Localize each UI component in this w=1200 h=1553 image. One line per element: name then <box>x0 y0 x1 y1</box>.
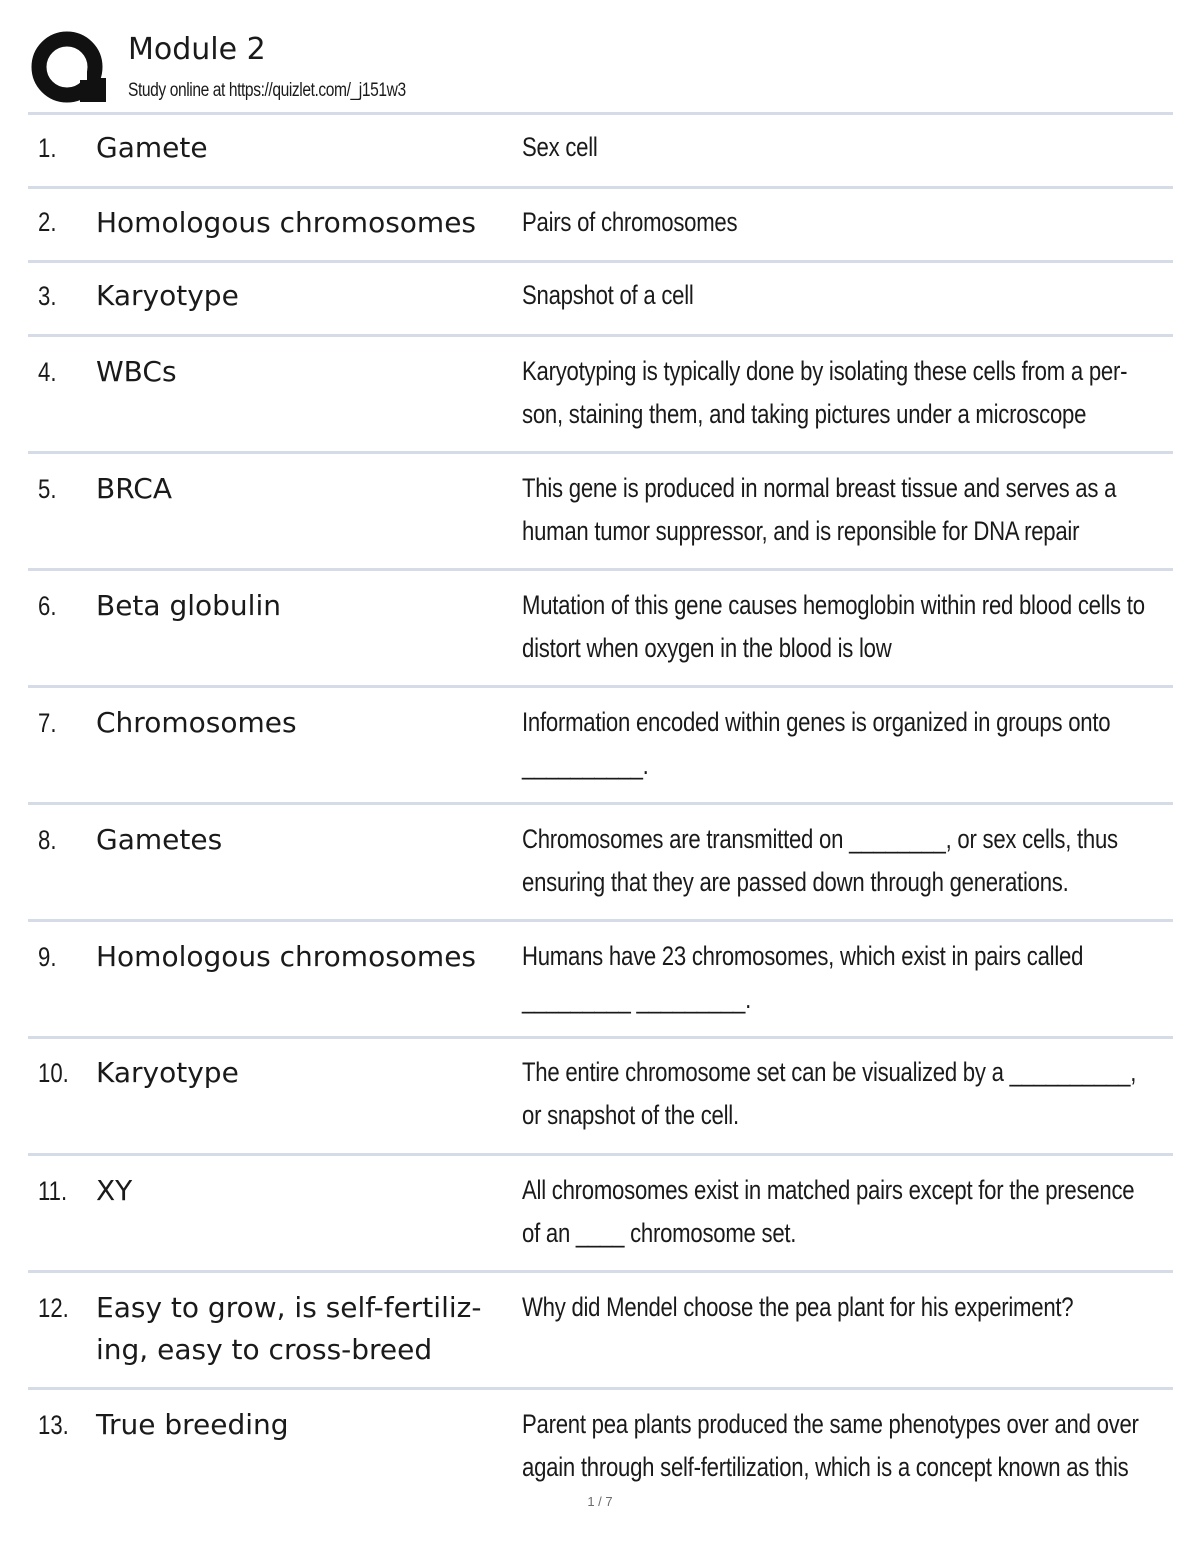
card-term: BRCA <box>96 472 172 505</box>
flashcard-list <box>28 112 1173 1485</box>
card-number: 8. <box>38 825 57 855</box>
flashcard-row <box>28 337 1173 454</box>
card-definition: Humans have 23 chromosomes, which exist in pairs called _________ _________. <box>522 941 1084 1014</box>
flashcard-row <box>28 263 1173 337</box>
card-term: Chromosomes <box>96 706 297 739</box>
card-number: 6. <box>38 591 57 621</box>
flashcard-row <box>28 115 1173 189</box>
card-number: 4. <box>38 357 57 387</box>
card-number: 13. <box>38 1410 69 1440</box>
card-number: 7. <box>38 708 57 738</box>
card-number: 3. <box>38 281 57 311</box>
card-term: Homologous chromosomes <box>96 940 477 973</box>
card-definition: Pairs of chromosomes <box>522 207 738 237</box>
card-term: Homologous chromosomes <box>96 206 477 239</box>
card-number: 12. <box>38 1293 69 1323</box>
card-definition: Mutation of this gene causes hemoglobin within red blood cells to distort when oxygen in the blood is low <box>522 590 1145 663</box>
card-definition: Sex cell <box>522 132 598 162</box>
card-term: XY <box>96 1174 133 1207</box>
card-definition: Why did Mendel choose the pea plant for his experiment? <box>522 1292 1074 1322</box>
flashcard-row <box>28 688 1173 805</box>
card-definition: Chromosomes are transmitted on ________, or sex cells, thus ensuring that they are passed down through generations. <box>522 824 1118 897</box>
flashcard-row <box>28 1039 1173 1156</box>
quizlet-logo-icon <box>30 30 108 108</box>
card-definition: Parent pea plants produced the same phenotypes over and over again through self-fertilization, which is a concept known as this <box>522 1409 1139 1482</box>
card-definition: This gene is produced in normal breast tissue and serves as a human tumor suppressor, and is reponsible for DNA repair <box>522 473 1117 546</box>
card-term: Karyotype <box>96 1056 239 1089</box>
flashcard-row <box>28 1156 1173 1273</box>
card-number: 9. <box>38 942 57 972</box>
card-term: Karyotype <box>96 279 239 312</box>
flashcard-row <box>28 1390 1173 1485</box>
study-online-link-text[interactable]: Study online at https://quizlet.com/_j151w3 <box>128 80 406 101</box>
flashcard-row <box>28 571 1173 688</box>
card-number: 1. <box>38 133 57 163</box>
document-header <box>30 28 1172 114</box>
flashcard-row <box>28 805 1173 922</box>
flashcard-row <box>28 454 1173 571</box>
card-number: 10. <box>38 1058 69 1088</box>
card-term: True breeding <box>96 1408 289 1441</box>
page-title: Module 2 <box>128 32 266 67</box>
card-definition: Snapshot of a cell <box>522 280 694 310</box>
card-number: 2. <box>38 207 57 237</box>
card-definition: Karyotyping is typically done by isolating these cells from a per-son, staining them, and taking pictures under a microscope <box>522 356 1128 429</box>
card-term: WBCs <box>96 355 177 388</box>
card-definition: All chromosomes exist in matched pairs except for the presence of an ____ chromosome set. <box>522 1175 1135 1248</box>
card-definition: Information encoded within genes is organized in groups onto __________. <box>522 707 1111 780</box>
card-term: Easy to grow, is self-fertiliz-ing, easy to cross-breed <box>96 1291 482 1366</box>
card-term: Beta globulin <box>96 589 281 622</box>
flashcard-row <box>28 189 1173 263</box>
card-term: Gametes <box>96 823 223 856</box>
page-indicator: 1 / 7 <box>587 1494 613 1509</box>
flashcard-row <box>28 922 1173 1039</box>
card-number: 5. <box>38 474 57 504</box>
card-number: 11. <box>38 1176 68 1206</box>
flashcard-row <box>28 1273 1173 1390</box>
card-definition: The entire chromosome set can be visualized by a __________, or snapshot of the cell. <box>522 1057 1137 1130</box>
card-term: Gamete <box>96 131 208 164</box>
